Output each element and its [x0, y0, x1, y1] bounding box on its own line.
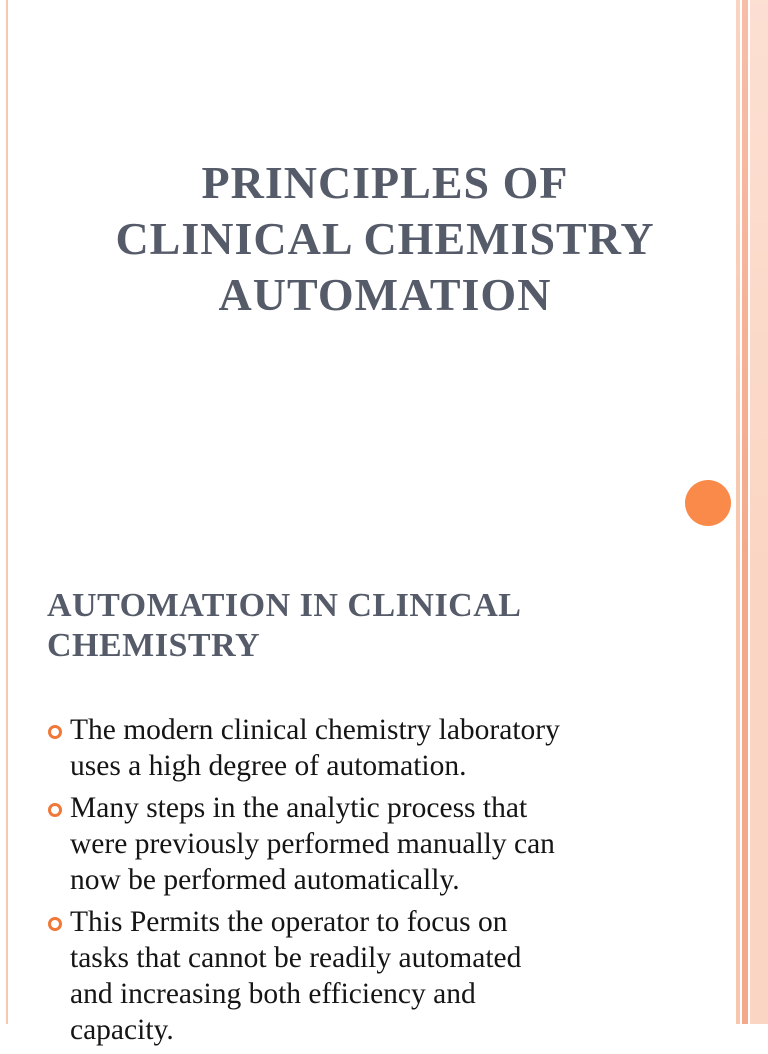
bullet-line: and increasing both efficiency and [70, 978, 476, 1010]
left-border-line [6, 0, 8, 1024]
stripe-shade [736, 0, 768, 580]
bullet-item [44, 904, 684, 1048]
orange-circle-decoration [685, 480, 731, 526]
bullet-line: The modern clinical chemistry laboratory [70, 714, 560, 746]
right-decorative-band [736, 0, 768, 1024]
title-line: PRINCIPLES OF [201, 157, 569, 208]
bullet-item [44, 712, 684, 784]
slide-2-heading [47, 586, 667, 666]
bullet-line: uses a high degree of automation. [70, 750, 467, 782]
circle-bullet-icon [48, 917, 62, 931]
bullet-line: now be performed automatically. [70, 864, 460, 896]
circle-bullet-icon [48, 725, 62, 739]
circle-bullet-icon [48, 803, 62, 817]
slide-1-title [40, 155, 730, 323]
bullet-line: were previously performed manually can [70, 828, 555, 860]
bullet-line: tasks that cannot be readily automated [70, 942, 522, 974]
bullet-line: capacity. [70, 1014, 174, 1046]
bullet-text [70, 790, 684, 898]
bullet-line: This Permits the operator to focus on [70, 906, 508, 938]
bullet-text [70, 904, 684, 1048]
heading-line: CHEMISTRY [47, 627, 260, 664]
title-line: AUTOMATION [218, 269, 552, 320]
bullet-text [70, 712, 684, 784]
bullet-line: Many steps in the analytic process that [70, 792, 528, 824]
bullet-item [44, 790, 684, 898]
title-line: CLINICAL CHEMISTRY [115, 213, 655, 264]
bullet-list [44, 712, 684, 1054]
heading-line: AUTOMATION IN CLINICAL [47, 587, 522, 624]
